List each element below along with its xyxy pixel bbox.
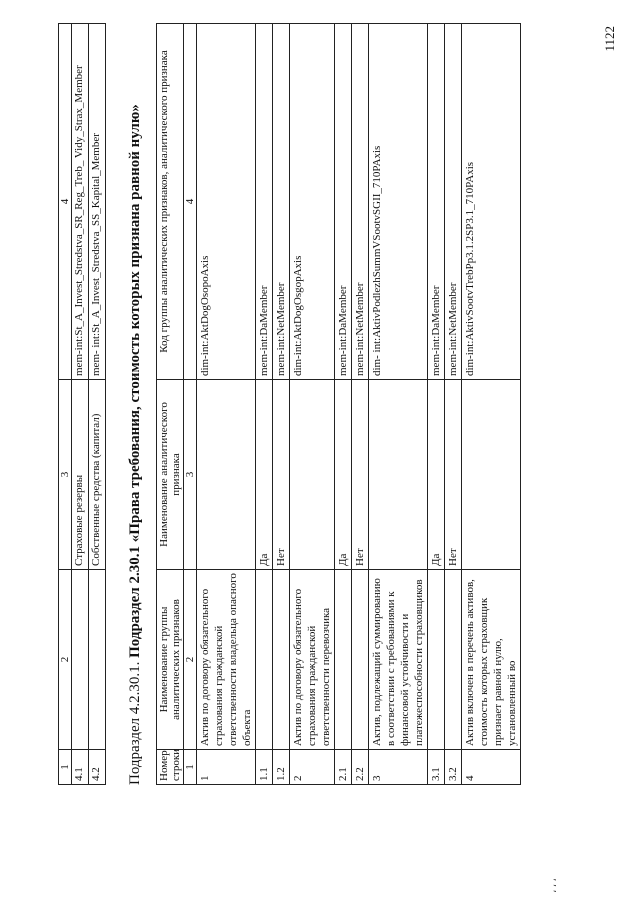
header-row-number: Номер строки (157, 750, 184, 785)
column-number: 2 (184, 570, 197, 750)
attribute-code: mem-int:DaMember (335, 24, 352, 380)
attribute-code: mem-int:NetMember (445, 24, 462, 380)
group-name (352, 570, 369, 750)
section-heading-prefix: Подраздел 4.2.30.1. (127, 657, 143, 785)
attribute-code: mem-int:NetMember (273, 24, 290, 380)
top-table-column-numbers (59, 24, 72, 785)
attribute-name (369, 380, 428, 570)
page-number: 1122 (602, 26, 617, 52)
row-number: 2 (290, 750, 335, 785)
attribute-name: Собственные средства (капитал) (89, 380, 106, 570)
column-number: 3 (59, 380, 72, 570)
table-row (89, 24, 106, 785)
attribute-name (197, 380, 256, 570)
section-heading-title: Подраздел 2.30.1 «Права требования, стоимость которых признана равной нулю» (127, 104, 143, 658)
header-attribute-code: Код группы аналитических признаков, аналитического признака (157, 24, 184, 380)
column-number: 4 (59, 24, 72, 380)
margin-marks: ، ، ، (548, 878, 559, 893)
table-row (335, 24, 352, 785)
header-attribute-name: Наименование аналитического признака (157, 380, 184, 570)
group-name (72, 570, 89, 750)
table-row (369, 24, 428, 785)
row-number: 2.1 (335, 750, 352, 785)
section-heading (127, 104, 144, 785)
group-name (89, 570, 106, 750)
row-number: 2.2 (352, 750, 369, 785)
table-row (445, 24, 462, 785)
table-row (462, 24, 521, 785)
table-row (273, 24, 290, 785)
attribute-name: Нет (352, 380, 369, 570)
group-name (256, 570, 273, 750)
attribute-code: mem-int:NetMember (352, 24, 369, 380)
column-number: 2 (59, 570, 72, 750)
row-number: 3.1 (428, 750, 445, 785)
attribute-code: mem-int:DaMember (256, 24, 273, 380)
attribute-name: Да (335, 380, 352, 570)
column-number: 1 (184, 750, 197, 785)
table-row (428, 24, 445, 785)
column-number: 3 (184, 380, 197, 570)
attribute-code: dim-int:AktDogOsgopAxis (290, 24, 335, 380)
attribute-name: Нет (273, 380, 290, 570)
group-name (335, 570, 352, 750)
main-table-body (197, 24, 521, 785)
attribute-name (290, 380, 335, 570)
group-name: Актив по договору обязательного страхования гражданской ответственности перевозчика (290, 570, 335, 750)
row-number: 1.1 (256, 750, 273, 785)
group-name: Актив включен в перечень активов, стоимость которых страховщик признает равной нулю, установленный во (462, 570, 521, 750)
row-number: 1.2 (273, 750, 290, 785)
main-table (156, 23, 521, 785)
attribute-code: dim-int:AktivSootvTrebPp3.1.2SP3.1_710PAxis (462, 24, 521, 380)
header-group-name: Наименование группы аналитических признаков (157, 570, 184, 750)
row-number: 3 (369, 750, 428, 785)
group-name (273, 570, 290, 750)
group-name (445, 570, 462, 750)
table-row (352, 24, 369, 785)
row-number: 3.2 (445, 750, 462, 785)
group-name: Актив по договору обязательного страхования гражданской ответственности владельца опасного объекта (197, 570, 256, 750)
attribute-code: mem-int:St_A_Invest_Stredstva_SR_Reg_Treb_ Vidy_Strax_Member (72, 24, 89, 380)
column-number: 1 (59, 750, 72, 785)
attribute-code: dim- int:AktivPodlezhSummVSootvSGII_710PAxis (369, 24, 428, 380)
group-name: Актив, подлежащий суммированию в соответствии с требованиями к финансовой устойчивости и платежеспособности страховщиков (369, 570, 428, 750)
attribute-name (462, 380, 521, 570)
attribute-name: Нет (445, 380, 462, 570)
attribute-code: mem-int:DaMember (428, 24, 445, 380)
attribute-name: Да (256, 380, 273, 570)
table-row (72, 24, 89, 785)
row-number: 4.2 (89, 750, 106, 785)
table-row (290, 24, 335, 785)
top-table (58, 23, 106, 785)
main-table-header (157, 24, 184, 785)
row-number: 4 (462, 750, 521, 785)
table-row (197, 24, 256, 785)
column-number: 4 (184, 24, 197, 380)
table-row (256, 24, 273, 785)
attribute-code: dim-int:AktDogOsopoAxis (197, 24, 256, 380)
attribute-name: Страховые резервы (72, 380, 89, 570)
row-number: 1 (197, 750, 256, 785)
attribute-name: Да (428, 380, 445, 570)
group-name (428, 570, 445, 750)
main-table-column-numbers (184, 24, 197, 785)
attribute-code: mem- int:St_A_Invest_Stredstva_SS_Kapital_Member (89, 24, 106, 380)
row-number: 4.1 (72, 750, 89, 785)
